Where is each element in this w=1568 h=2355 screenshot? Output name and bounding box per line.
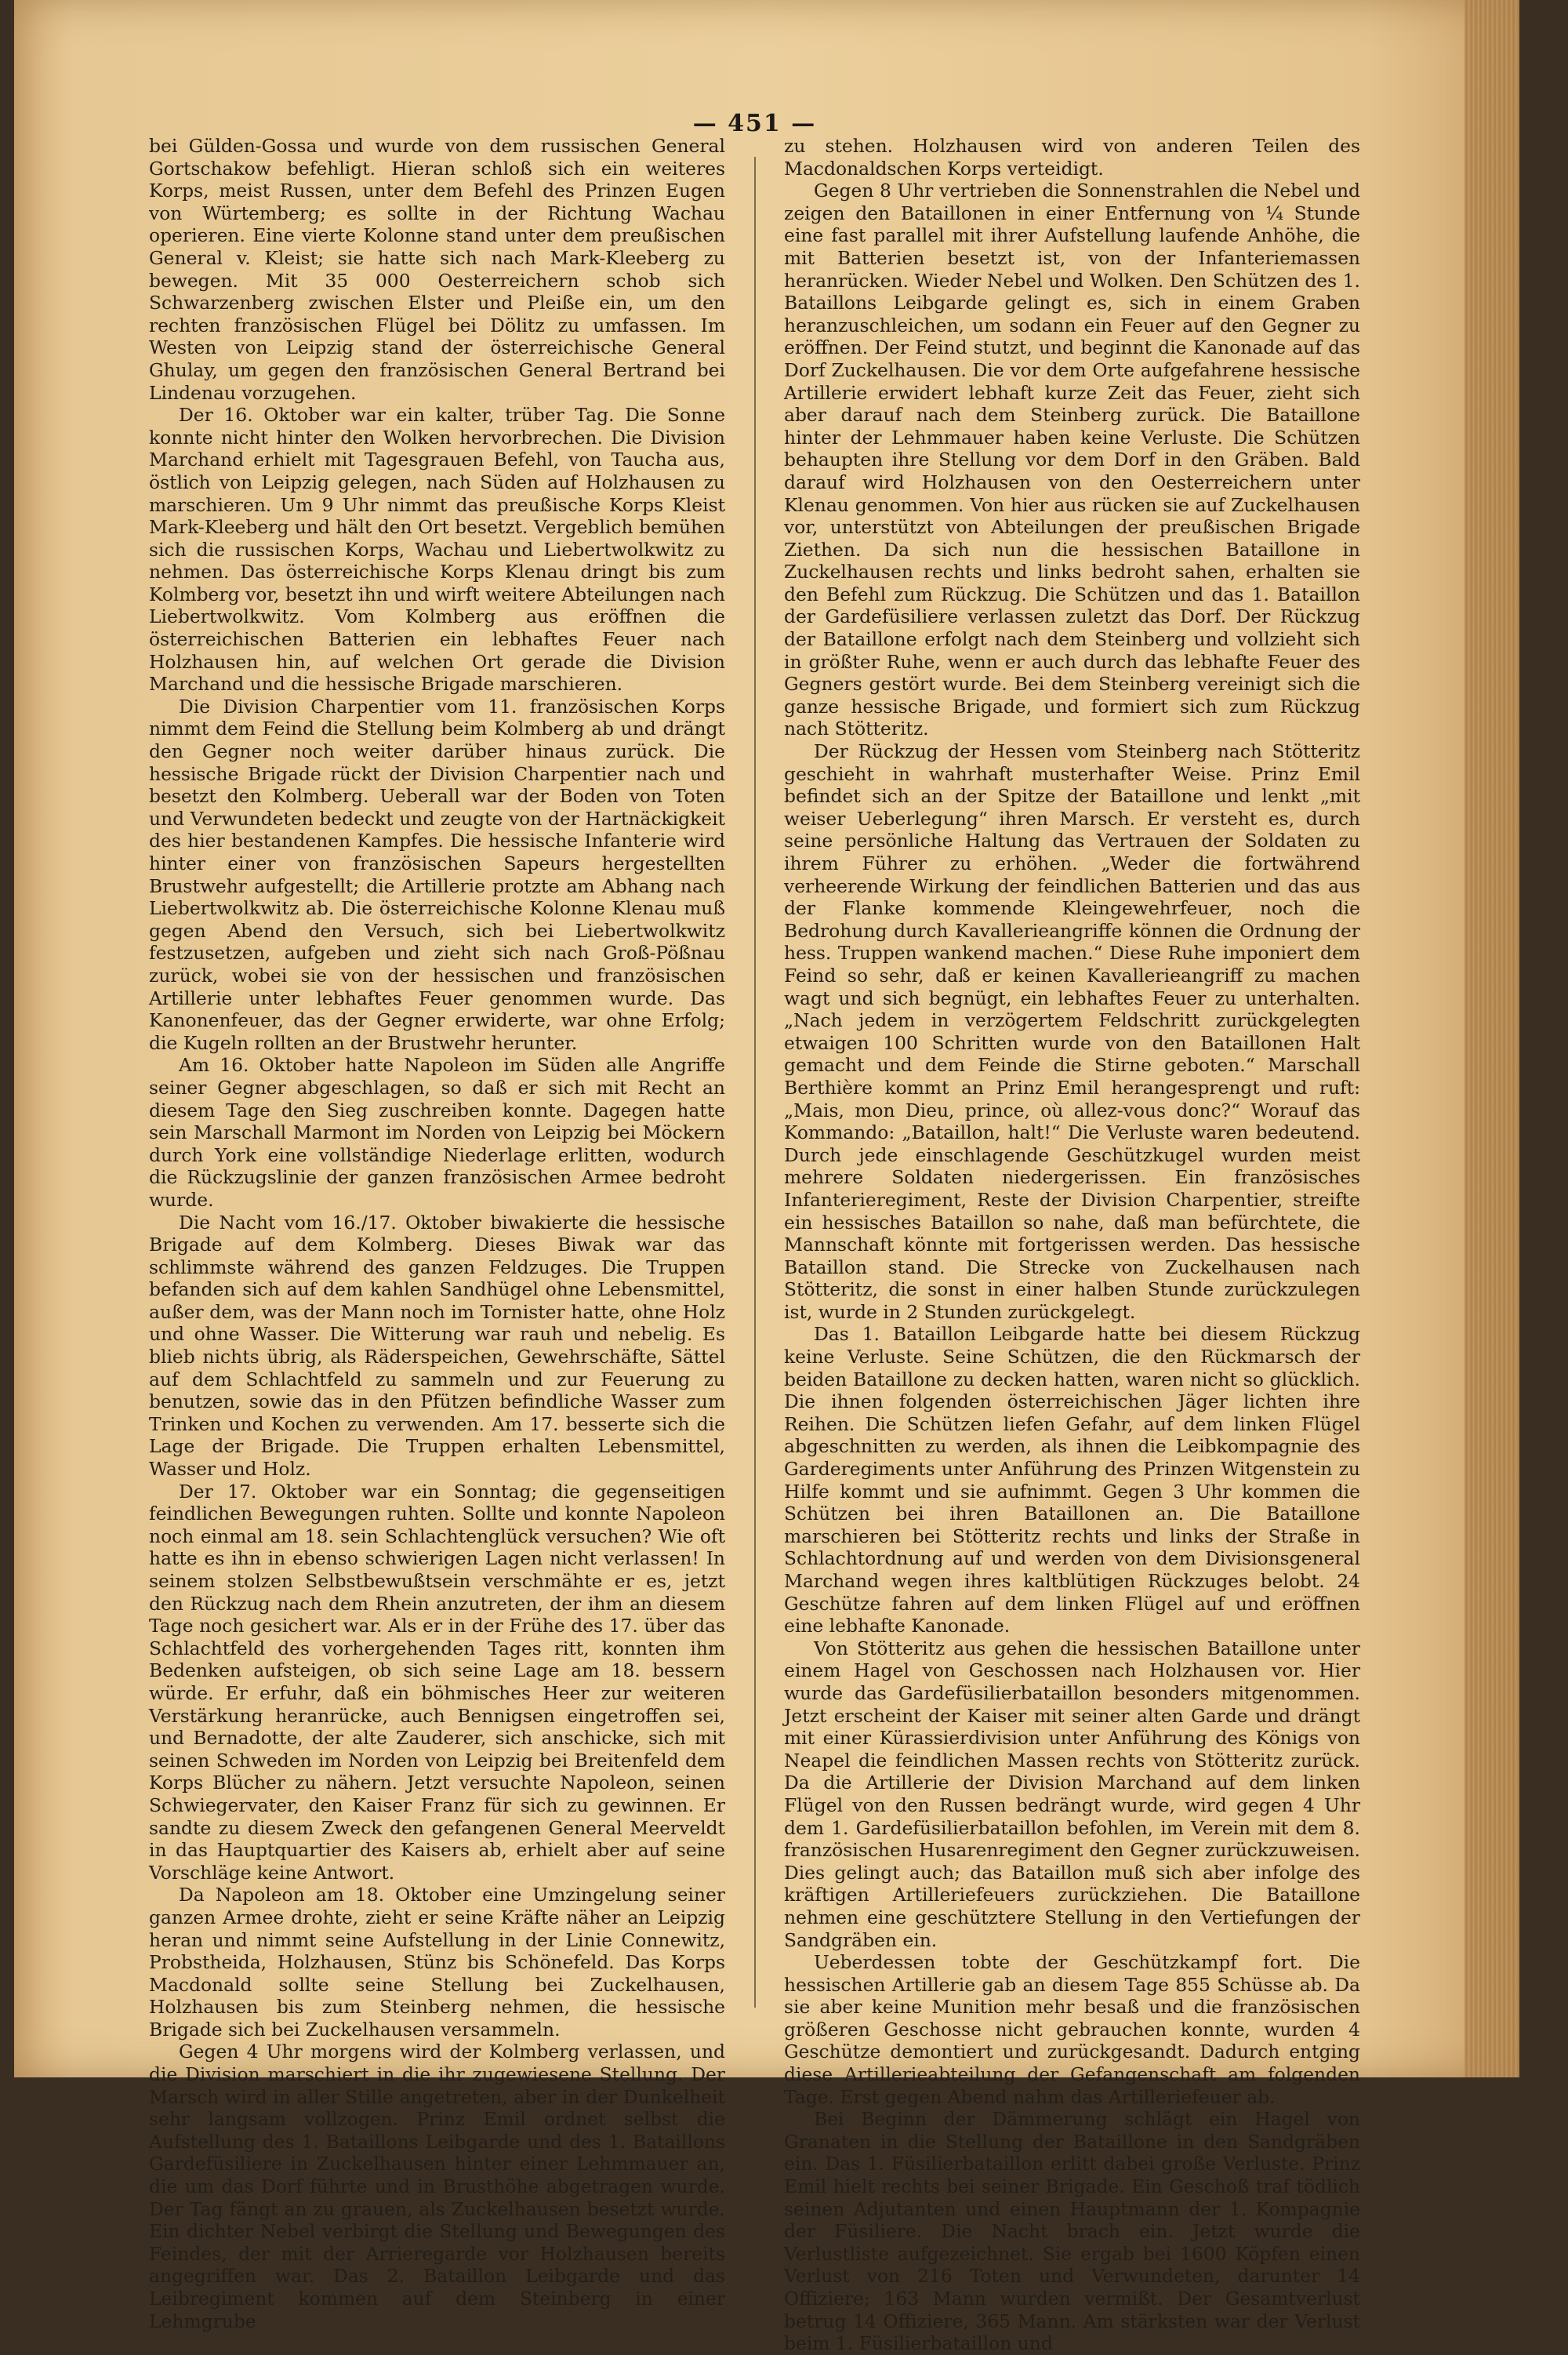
column-divider — [754, 157, 756, 2008]
paragraph: Die Division Charpentier vom 11. französischen Korps nimmt dem Feind die Stellung beim Kolmberg ab und drängt den Gegner noch weiter darüber hinaus zurück. Die hessische Brigade rückt der Division Charpentier nach und besetzt den Kolmberg. Ueberall war der Boden von Toten und Verwundeten bedeckt und zeugte von der Hartnäckigkeit des hier bestandenen Kampfes. Die hessische Infanterie wird hinter einer von französischen Sapeurs hergestellten Brustwehr aufgestellt; die Artillerie protzte am Abhang nach Liebertwolkwitz ab. Die österreichische Kolonne Klenau muß gegen Abend den Versuch, sich bei Liebertwolkwitz festzusetzen, aufgeben und zieht sich nach Groß-Pößnau zurück, wobei sie von der hessischen und französischen Artillerie unter lebhaftes Feuer genommen wurde. Das Kanonenfeuer, das der Gegner erwiderte, war ohne Erfolg; die Kugeln rollten an der Brustwehr herunter. — [149, 695, 725, 1054]
paragraph: Die Nacht vom 16./17. Oktober biwakierte die hessische Brigade auf dem Kolmberg. Dieses Biwak war das schlimmste während des ganzen Feldzuges. Die Truppen befanden sich auf dem kahlen Sandhügel ohne Lebensmittel, außer dem, was der Mann noch im Tornister hatte, ohne Holz und ohne Wasser. Die Witterung war rauh und nebelig. Es blieb nichts übrig, als Räderspeichen, Gewehrschäfte, Sättel auf dem Schlachtfeld zu sammeln und zur Feuerung zu benutzen, sowie das in den Pfützen befindliche Wasser zum Trinken und Kochen zu verwenden. Am 17. besserte sich die Lage der Brigade. Die Truppen erhalten Lebensmittel, Wasser und Holz. — [149, 1211, 725, 1481]
paragraph: zu stehen. Holzhausen wird von anderen Teilen des Macdonaldschen Korps verteidigt. — [784, 135, 1360, 180]
paragraph: Der 17. Oktober war ein Sonntag; die gegenseitigen feindlichen Bewegungen ruhten. Sollte und konnte Napoleon noch einmal am 18. sein Schlachtenglück versuchen? Wie oft hatte es ihn in ebenso schwierigen Lagen nicht verlassen! In seinem stolzen Selbstbewußtsein verschmähte er es, jetzt den Rückzug nach dem Rhein anzutreten, der ihm an diesem Tage noch gesichert war. Als er in der Frühe des 17. über das Schlachtfeld des vorhergehenden Tages ritt, konnten ihm Bedenken aufsteigen, ob sich seine Lage am 18. bessern würde. Er erfuhr, daß ein böhmisches Heer zur weiteren Verstärkung heranrücke, auch Bennigsen eingetroffen sei, und Bernadotte, der alte Zauderer, sich anschicke, sich mit seinen Schweden im Norden von Leipzig bei Breitenfeld dem Korps Blücher zu nähern. Jetzt versuchte Napoleon, seinen Schwiegervater, den Kaiser Franz für sich zu gewinnen. Er sandte zu diesem Zweck den gefangenen General Meerveldt in das Hauptquartier des Kaisers ab, erhielt aber auf seine Vorschläge keine Antwort. — [149, 1480, 725, 1884]
paragraph: Gegen 4 Uhr morgens wird der Kolmberg verlassen, und die Division marschiert in die ihr zugewiesene Stellung. Der Marsch wird in aller Stille angetreten, aber in der Dunkelheit sehr langsam vollzogen. Prinz Emil ordnet selbst die Aufstellung des 1. Bataillons Leibgarde und des 1. Bataillons Gardefüsiliere in Zuckelhausen hinter einer Lehmmauer an, die um das Dorf führte und in Brusthöhe abgetragen wurde. Der Tag fängt an zu grauen, als Zuckelhausen besetzt wurde. Ein dichter Nebel verbirgt die Stellung und Bewegungen des Feindes, der mit der Arrieregarde vor Holzhausen bereits angegriffen war. Das 2. Bataillon Leibgarde und das Leibregiment kommen auf dem Steinberg in einer Lehmgrube — [149, 2041, 725, 2332]
left-text-column — [149, 135, 725, 2332]
paragraph: Der Rückzug der Hessen vom Steinberg nach Stötteritz geschieht in wahrhaft musterhafter Weise. Prinz Emil befindet sich an der Spitze der Bataillone und lenkt „mit weiser Ueberlegung“ ihren Marsch. Er versteht es, durch seine persönliche Haltung das Vertrauen der Soldaten zu ihrem Führer zu erhöhen. „Weder die fortwährend verheerende Wirkung der feindlichen Batterien und das aus der Flanke kommende Kleingewehrfeuer, noch die Bedrohung durch Kavallerieangriffe können die Ordnung der hess. Truppen wankend machen.“ Diese Ruhe imponiert dem Feind so sehr, daß er keinen Kavallerieangriff zu machen wagt und sich begnügt, ein lebhaftes Feuer zu unterhalten. „Nach jedem in verzögertem Feldschritt zurückgelegten etwaigen 100 Schritten wurde von den Bataillonen Halt gemacht und dem Feinde die Stirne geboten.“ Marschall Berthière kommt an Prinz Emil herangesprengt und ruft: „Mais, mon Dieu, prince, où allez-vous donc?“ Worauf das Kommando: „Bataillon, halt!“ Die Verluste waren bedeutend. Durch jede einschlagende Geschützkugel wurden meist mehrere Soldaten niedergerissen. Ein französisches Infanterieregiment, Reste der Division Charpentier, streifte ein hessisches Bataillon so nahe, daß man befürchtete, die Mannschaft könnte mit fortgerissen werden. Das hessische Bataillon stand. Die Strecke von Zuckelhausen nach Stötteritz, die sonst in einer halben Stunde zurückzulegen ist, wurde in 2 Stunden zurückgelegt. — [784, 740, 1360, 1323]
paragraph: Da Napoleon am 18. Oktober eine Umzingelung seiner ganzen Armee drohte, zieht er seine Kräfte näher an Leipzig heran und nimmt seine Aufstellung in der Linie Connewitz, Probstheida, Holzhausen, Stünz bis Schönefeld. Das Korps Macdonald sollte seine Stellung bei Zuckelhausen, Holzhausen bis zum Steinberg nehmen, die hessische Brigade sich bei Zuckelhausen versammeln. — [149, 1884, 725, 2041]
paragraph: Gegen 8 Uhr vertrieben die Sonnenstrahlen die Nebel und zeigen den Bataillonen in einer Entfernung von ¼ Stunde eine fast parallel mit ihrer Aufstellung laufende Anhöhe, die mit Batterien besetzt ist, von der Infanteriemassen heranrücken. Wieder Nebel und Wolken. Den Schützen des 1. Bataillons Leibgarde gelingt es, sich in einem Graben heranzuschleichen, um sodann ein Feuer auf den Gegner zu eröffnen. Der Feind stutzt, und beginnt die Kanonade auf das Dorf Zuckelhausen. Die vor dem Orte aufgefahrene hessische Artillerie erwidert lebhaft kurze Zeit das Feuer, zieht sich aber darauf nach dem Steinberg zurück. Die Bataillone hinter der Lehmmauer haben keine Verluste. Die Schützen behaupten ihre Stellung vor dem Dorf in den Gräben. Bald darauf wird Holzhausen von den Oesterreichern unter Klenau genommen. Von hier aus rücken sie auf Zuckelhausen vor, unterstützt von Abteilungen der preußischen Brigade Ziethen. Da sich nun die hessischen Bataillone in Zuckelhausen rechts und links bedroht sahen, erhalten sie den Befehl zum Rückzug. Die Schützen und das 1. Bataillon der Gardefüsiliere verlassen zuletzt das Dorf. Der Rückzug der Bataillone erfolgt nach dem Steinberg und vollzieht sich in größter Ruhe, wenn er auch durch das lebhafte Feuer des Gegners gestört wurde. Bei dem Steinberg vereinigt sich die ganze hessische Brigade, und formiert sich zum Rückzug nach Stötteritz. — [784, 180, 1360, 740]
book-page-edges — [1465, 0, 1519, 2077]
paragraph: Von Stötteritz aus gehen die hessischen Bataillone unter einem Hagel von Geschossen nach Holzhausen vor. Hier wurde das Gardefüsilierbataillon besonders mitgenommen. Jetzt erscheint der Kaiser mit seiner alten Garde und drängt mit einer Kürassierdivision unter Anführung des Königs von Neapel die feindlichen Massen rechts von Stötteritz zurück. Da die Artillerie der Division Marchand auf dem linken Flügel von den Russen bedrängt wurde, wird gegen 4 Uhr dem 1. Gardefüsilierbataillon befohlen, im Verein mit dem 8. französischen Husarenregiment den Gegner zurückzuweisen. Dies gelingt auch; das Bataillon muß sich aber infolge des kräftigen Artilleriefeuers zurückziehen. Die Bataillone nehmen eine geschütztere Stellung in den Vertiefungen der Sandgräben ein. — [784, 1637, 1360, 1951]
paragraph: Bei Beginn der Dämmerung schlägt ein Hagel von Granaten in die Stellung der Bataillone in den Sandgräben ein. Das 1. Füsilierbataillon erlitt dabei große Verluste. Prinz Emil hielt rechts bei seiner Brigade. Ein Geschoß traf tödlich seinen Adjutanten und einen Hauptmann der 1. Kompagnie der Füsiliere. Die Nacht brach ein. Jetzt wurde die Verlustliste aufgezeichnet. Sie ergab bei 1600 Köpfen einen Verlust von 216 Toten und Verwundeten, darunter 14 Offiziere; 163 Mann wurden vermißt. Der Gesamtverlust betrug 14 Offiziere, 365 Mann. Am stärksten war der Verlust beim 1. Füsilierbataillon und — [784, 2108, 1360, 2355]
page-number: — 451 — — [692, 110, 817, 137]
paragraph: Der 16. Oktober war ein kalter, trüber Tag. Die Sonne konnte nicht hinter den Wolken hervorbrechen. Die Division Marchand erhielt mit Tagesgrauen Befehl, von Taucha aus, östlich von Leipzig gelegen, nach Süden auf Holzhausen zu marschieren. Um 9 Uhr nimmt das preußische Korps Kleist Mark-Kleeberg und hält den Ort besetzt. Vergeblich bemühen sich die russischen Korps, Wachau und Liebertwolkwitz zu nehmen. Das österreichische Korps Klenau dringt bis zum Kolmberg vor, besetzt ihn und wirft weitere Abteilungen nach Liebertwolkwitz. Vom Kolmberg aus eröffnen die österreichischen Batterien ein lebhaftes Feuer nach Holzhausen hin, auf welchen Ort gerade die Division Marchand und die hessische Brigade marschieren. — [149, 404, 725, 696]
right-text-column — [784, 135, 1360, 2355]
paragraph: Ueberdessen tobte der Geschützkampf fort. Die hessischen Artillerie gab an diesem Tage 855 Schüsse ab. Da sie aber keine Munition mehr besaß und die französischen größeren Geschosse nicht gebrauchen konnte, wurden 4 Geschütze demontiert und zurückgesandt. Dadurch entging diese Artillerieabteilung der Gefangenschaft am folgenden Tage. Erst gegen Abend nahm das Artilleriefeuer ab. — [784, 1951, 1360, 2108]
paragraph: Am 16. Oktober hatte Napoleon im Süden alle Angriffe seiner Gegner abgeschlagen, so daß er sich mit Recht an diesem Tage den Sieg zuschreiben konnte. Dagegen hatte sein Marschall Marmont im Norden von Leipzig bei Möckern durch York eine vollständige Niederlage erlitten, wodurch die Rückzugslinie der ganzen französischen Armee bedroht wurde. — [149, 1054, 725, 1211]
paragraph: Das 1. Bataillon Leibgarde hatte bei diesem Rückzug keine Verluste. Seine Schützen, die den Rückmarsch der beiden Bataillone zu decken hatten, waren nicht so glücklich. Die ihnen folgenden österreichischen Jäger lichten ihre Reihen. Die Schützen liefen Gefahr, auf dem linken Flügel abgeschnitten zu werden, als ihnen die Leibkompagnie des Garderegiments unter Anführung des Prinzen Witgenstein zu Hilfe kommt und sie aufnimmt. Gegen 3 Uhr kommen die Schützen bei ihren Bataillonen an. Die Bataillone marschieren bei Stötteritz rechts und links der Straße in Schlachtordnung auf und werden von dem Divisionsgeneral Marchand wegen ihres kaltblütigen Rückzuges belobt. 24 Geschütze fahren auf dem linken Flügel auf und eröffnen eine lebhafte Kanonade. — [784, 1323, 1360, 1637]
paragraph: bei Gülden-Gossa und wurde von dem russischen General Gortschakow befehligt. Hieran schloß sich ein weiteres Korps, meist Russen, unter dem Befehl des Prinzen Eugen von Würtemberg; es sollte in der Richtung Wachau operieren. Eine vierte Kolonne stand unter dem preußischen General v. Kleist; sie hatte sich nach Mark-Kleeberg zu bewegen. Mit 35 000 Oesterreichern schob sich Schwarzenberg zwischen Elster und Pleiße ein, um den rechten französischen Flügel bei Dölitz zu umfassen. Im Westen von Leipzig stand der österreichische General Ghulay, um gegen den französischen General Bertrand bei Lindenau vorzugehen. — [149, 135, 725, 404]
